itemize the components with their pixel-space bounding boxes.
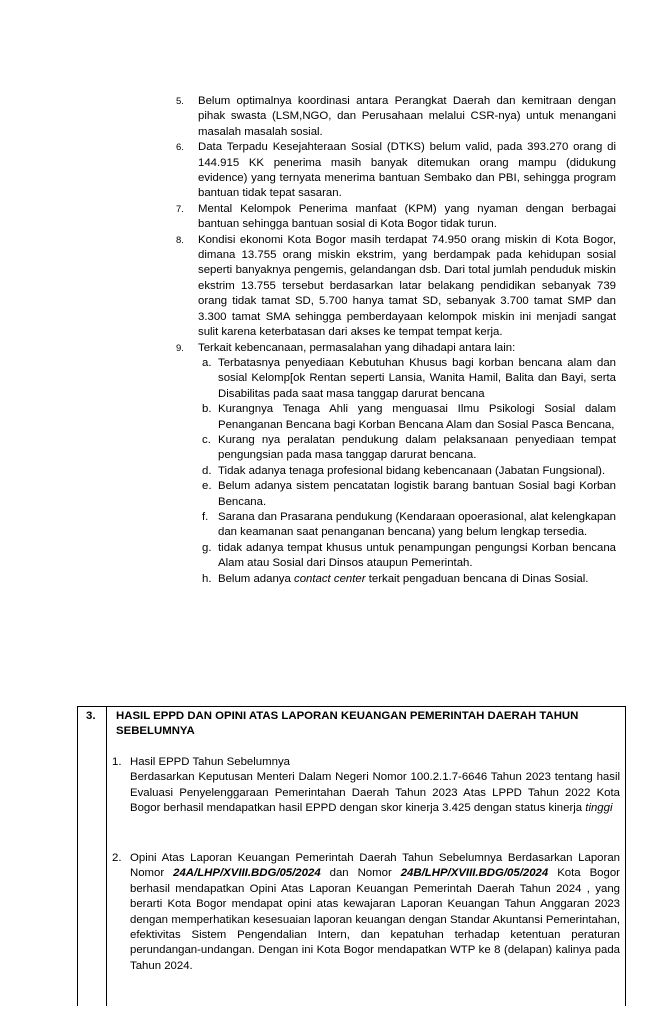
sub-item-text-post: terkait pengaduan bencana di Dinas Sosial. bbox=[365, 572, 589, 585]
sub-list-item bbox=[198, 541, 616, 572]
opini-item bbox=[112, 851, 620, 974]
sub-list-item bbox=[198, 510, 616, 541]
list-item bbox=[168, 140, 616, 202]
sub-item-text: Terbatasnya penyediaan Kebutuhan Khusus bagi korban bencana alam dan sosial Kelomp[ok Rentan seperti Lansia, Wanita Hamil, Balita dan Bayi, serta Disabilitas pada saat masa tanggap darurat bencana bbox=[218, 356, 616, 400]
item-number: 2. bbox=[112, 852, 122, 864]
disaster-sub-list bbox=[198, 356, 616, 587]
item-number: 7. bbox=[176, 203, 184, 215]
sub-item-text: Belum adanya sistem pencatatan logistik barang bantuan Sosial bagi Korban Bencana. bbox=[218, 480, 616, 508]
report-number-a: 24A/LHP/XVIII.BDG/05/2024 bbox=[173, 867, 321, 880]
section-table bbox=[77, 706, 626, 1006]
sub-list-item bbox=[198, 433, 616, 464]
opini-text-part: Opini Atas Laporan Keuangan Pemerintah Daerah Tahun Sebelumnya Berdasarkan Laporan Nomor bbox=[130, 852, 620, 880]
sub-item-letter: h. bbox=[202, 572, 212, 585]
table-column-divider bbox=[106, 707, 107, 1006]
list-item bbox=[168, 233, 616, 341]
sub-list-item bbox=[198, 402, 616, 433]
sub-item-text bbox=[218, 572, 616, 587]
sub-item-text-pre: Belum adanya bbox=[218, 572, 294, 585]
sub-item-letter: f. bbox=[202, 510, 209, 523]
item-text: Belum optimalnya koordinasi antara Perangkat Daerah dan kemitraan dengan pihak swasta (LSM,NGO, dan Perusahaan melalui CSR-nya) untuk menangani masalah masalah sosial. bbox=[198, 95, 616, 138]
item-text: Kondisi ekonomi Kota Bogor masih terdapat 74.950 orang miskin di Kota Bogor, dimana 13.755 orang miskin ekstrim, yang berdampak pada kehidupan sosial seperti banyaknya pengemis, gelandangan dsb. Dari total jumlah penduduk miskin ekstrim 13.755 tersebut berdasarkan latar belakang pendidikan sebanyak 739 orang tidak tamat SD, 5.700 hanya tamat SD, sebanyak 3.700 tamat SMP dan 3.300 tamat SMA sehingga pemberdayaan kelompok miskin ini menjadi sangat sulit karena keterbatasan dari akses ke tempat tempat kerja. bbox=[198, 233, 616, 339]
sub-list-item bbox=[198, 572, 616, 587]
list-item bbox=[168, 202, 616, 233]
sub-list-item bbox=[198, 356, 616, 402]
opini-row bbox=[112, 851, 620, 974]
item-number: 9. bbox=[176, 342, 184, 354]
sub-item-text: tidak adanya tempat khusus untuk penampungan pengungsi Korban bencana Alam atau Sosial dari Dinsos ataupun Pemerintah. bbox=[218, 541, 616, 570]
item-number: 1. bbox=[112, 756, 122, 768]
sub-item-letter: e. bbox=[202, 480, 212, 493]
item-text: Terkait kebencanaan, permasalahan yang dihadapi antara lain: bbox=[198, 341, 516, 354]
eppd-item bbox=[112, 755, 620, 817]
section-number: 3. bbox=[86, 710, 96, 722]
contact-center-term: contact center bbox=[294, 572, 366, 585]
item-text: Mental Kelompok Penerima manfaat (KPM) yang nyaman dengan berbagai bantuan sehingga bantuan sosial di Kota Bogor tidak turun. bbox=[198, 202, 616, 231]
report-number-b: 24B/LHP/XVIII.BDG/05/2024 bbox=[400, 867, 549, 880]
sub-item-letter: d. bbox=[202, 464, 212, 477]
sub-item-letter: c. bbox=[202, 433, 211, 446]
item-number: 6. bbox=[176, 142, 184, 154]
sub-item-text: Tidak adanya tenaga profesional bidang kebencanaan (Jabatan Fungsional). bbox=[218, 464, 606, 477]
item-number: 8. bbox=[176, 234, 184, 246]
eppd-status: tinggi bbox=[585, 802, 613, 815]
eppd-body bbox=[112, 770, 620, 816]
sub-item-text: Sarana dan Prasarana pendukung (Kendaraan opoerasional, alat kelengkapan dan keamanan saat penanganan bencana) yang belum lengkap tersedia. bbox=[218, 510, 616, 539]
sub-list-item bbox=[198, 464, 616, 479]
eppd-heading: Hasil EPPD Tahun Sebelumnya bbox=[130, 756, 290, 768]
item-number: 5. bbox=[176, 96, 184, 107]
item-body bbox=[198, 341, 616, 588]
eppd-body-text: Berdasarkan Keputusan Menteri Dalam Negeri Nomor 100.2.1.7-6646 Tahun 2023 tentang hasil Evaluasi Penyelenggaraan Pemerintahan Daerah Tahun 2023 Atas LPPD Tahun 2022 Kota Bogor berhasil mendapatkan hasil EPPD dengan skor kinerja 3.425 dengan status kinerja bbox=[130, 771, 620, 815]
opini-text-part: Kota Bogor berhasil mendapatkan Opini Atas Laporan Keuangan Pemerintah Daerah Tahun 2024 , yang berarti Kota Bogor mendapat opini atas kewajaran Laporan Keuangan Tahun Anggaran 2023 dengan memperhatikan kesesuaian laporan keuangan dengan Standar Akuntansi Pemerintahan, efektivitas Sistem Pengendalian Intern, dan kepatuhan terhadap ketentuan peraturan perundangan-undangan. Dengan ini Kota Bogor mendapatkan WTP ke 8 (delapan) kalinya pada Tahun 2024. bbox=[130, 867, 620, 972]
item-text: Data Terpadu Kesejahteraan Sosial (DTKS) belum valid, pada 393.270 orang di 144.915 KK penerima masih banyak ditemukan orang mampu (didukung evidence) yang ternyata menerima bantuan Sembako dan PBI, sehingga program bantuan tidak tepat sasaran. bbox=[198, 141, 616, 200]
sub-item-letter: g. bbox=[202, 541, 212, 554]
sub-item-letter: a. bbox=[202, 356, 212, 369]
opini-text bbox=[130, 851, 620, 974]
sub-list-item bbox=[198, 479, 616, 510]
problem-list bbox=[168, 94, 616, 587]
sub-item-text: Kurang nya peralatan pendukung dalam pelaksanaan penyediaan tempat pengungsian pada masa tanggap darurat bencana. bbox=[218, 433, 616, 462]
list-item bbox=[168, 94, 616, 140]
eppd-heading-row bbox=[112, 755, 620, 770]
sub-item-text: Kurangnya Tenaga Ahli yang menguasai Ilmu Psikologi Sosial dalam Penanganan Bencana bagi Korban Bencana Alam dan Sosial Pasca Bencana, bbox=[218, 403, 616, 431]
section-title: HASIL EPPD DAN OPINI ATAS LAPORAN KEUANGAN PEMERINTAH DAERAH TAHUN SEBELUMNYA bbox=[116, 710, 579, 738]
list-item bbox=[168, 341, 616, 588]
sub-item-letter: b. bbox=[202, 403, 212, 416]
opini-text-part: dan Nomor bbox=[320, 867, 401, 880]
